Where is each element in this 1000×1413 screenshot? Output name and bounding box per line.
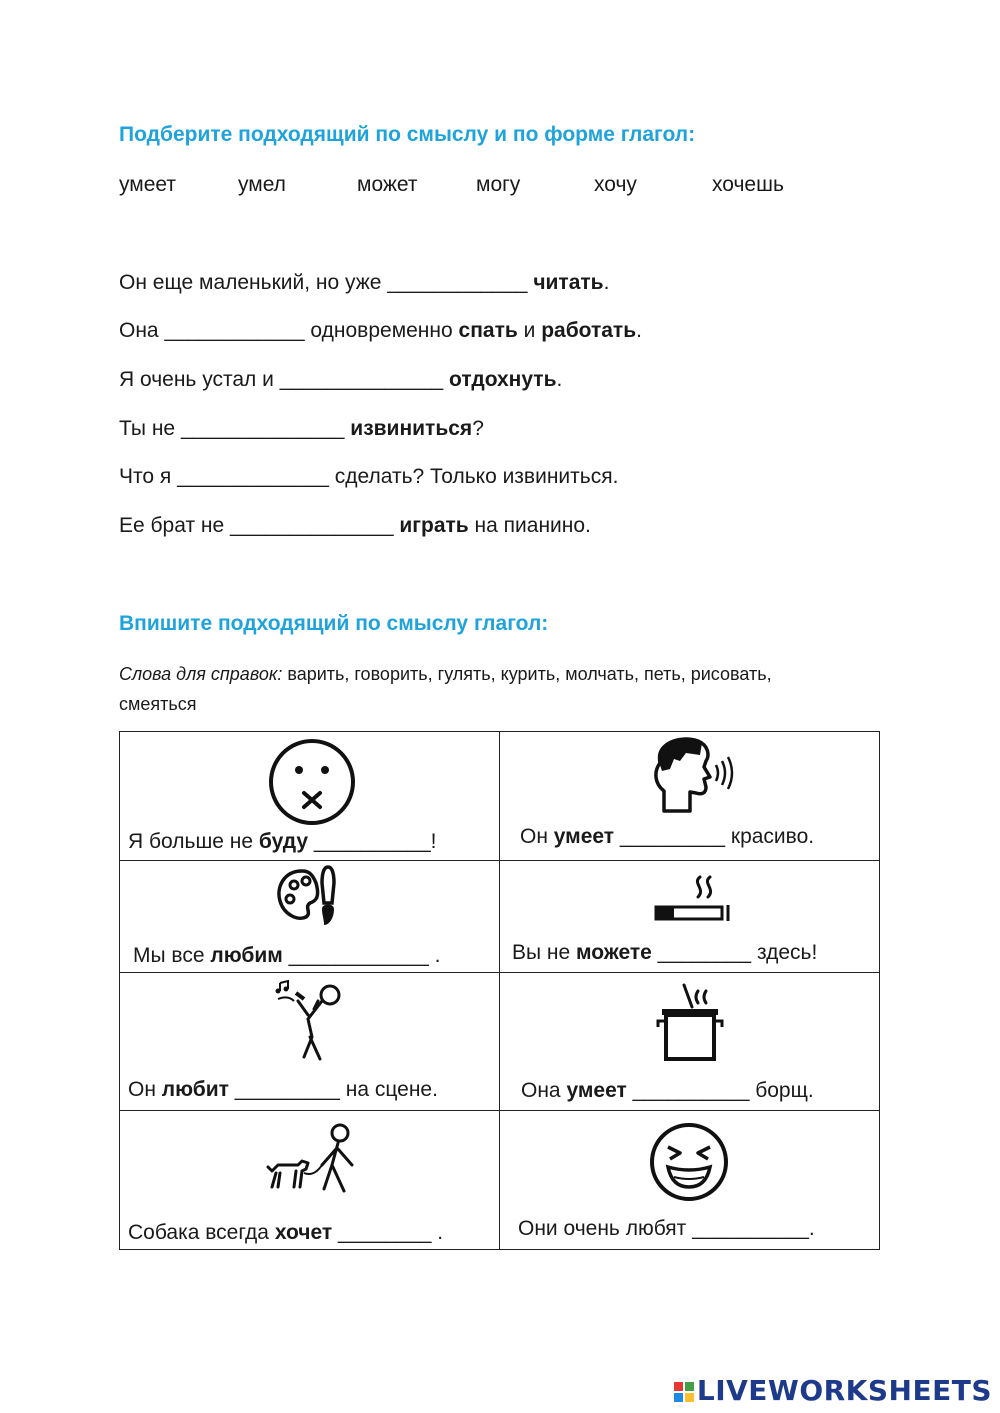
sentence-text: Что я _____________ сделать? Только извиниться.: [119, 465, 619, 488]
heading-section-1: Подберите подходящий по смыслу и по форме глагол:: [119, 123, 696, 146]
verb: можете: [576, 941, 652, 964]
dog-walking-icon: [264, 1121, 364, 1201]
heading-section-2: Впишите подходящий по смыслу глагол:: [119, 612, 549, 635]
sentence-end: ________ здесь!: [651, 941, 818, 964]
sentence-text: Я очень устал и ______________: [119, 368, 450, 391]
exercise-sentence: [521, 1079, 814, 1103]
brand-text: LIVEWORKSHEETS: [696, 1374, 992, 1407]
exercise-sentence: [512, 941, 817, 965]
sentence-end: .: [636, 319, 642, 342]
sentence-6: [119, 514, 591, 538]
verb: хочет: [274, 1221, 333, 1244]
exercise-cell: [120, 1111, 500, 1250]
exercise-cell: [500, 861, 880, 973]
sentence-end: ?: [472, 417, 484, 440]
sentence-end: на пианино.: [468, 514, 591, 537]
sentence-text: Я больше не: [128, 830, 259, 853]
singer-icon: [274, 975, 346, 1067]
paint-palette-icon: [272, 863, 344, 935]
exercise-cell: [120, 861, 500, 973]
sentence-end: .: [556, 368, 563, 391]
sentence-end: _________ красиво.: [614, 825, 815, 848]
sentence-text: Они очень любят __________.: [518, 1217, 815, 1240]
word-bank-item: могу: [476, 173, 521, 196]
sentence-end: _________ на сцене.: [228, 1078, 438, 1101]
liveworksheets-logo: [673, 1374, 992, 1407]
sentence-text: Он: [520, 825, 554, 848]
sentence-end: __________!: [308, 830, 437, 853]
speaking-head-icon: [646, 735, 736, 817]
exercise-cell: [500, 732, 880, 861]
sentence-end: .: [603, 271, 610, 294]
sentence-text: Он еще маленький, но уже ____________: [119, 271, 534, 294]
word-bank-item: умеет: [119, 173, 176, 196]
verb: умеет: [553, 825, 615, 848]
sentence-text: Мы все: [133, 944, 211, 967]
sentence-3: [119, 368, 562, 392]
cooking-pot-icon: [652, 983, 732, 1065]
word-bank-item: может: [357, 173, 418, 196]
verb: работать: [541, 319, 637, 342]
sentence-text: Ты не ______________: [119, 417, 351, 440]
sentence-end: __________ борщ.: [626, 1079, 814, 1102]
verb: буду: [258, 830, 309, 853]
verb: умеет: [566, 1079, 627, 1102]
sentence-end: ________ .: [332, 1221, 444, 1244]
verb: спать: [458, 319, 518, 342]
silent-face-icon: [266, 738, 358, 828]
hint-label: Слова для справок:: [119, 664, 283, 684]
exercise-sentence: [128, 1221, 443, 1245]
laughing-face-icon: [648, 1121, 730, 1203]
reference-words: [119, 659, 819, 719]
cigarette-icon: [652, 873, 734, 933]
sentence-text: Он: [128, 1078, 162, 1101]
exercise-sentence: [520, 825, 814, 849]
sentence-5: [119, 465, 618, 489]
sentence-text: Вы не: [512, 941, 577, 964]
word-bank-item: хочу: [594, 173, 637, 196]
sentence-1: [119, 271, 609, 295]
exercise-table: [119, 731, 880, 1250]
hint-words: варить, говорить, гулять, курить, молчать, петь, рисовать, смеяться: [119, 664, 772, 714]
exercise-cell: [500, 973, 880, 1111]
exercise-sentence: [128, 830, 437, 854]
exercise-cell: [120, 732, 500, 861]
exercise-sentence: [518, 1217, 815, 1241]
logo-cube-icon: [673, 1381, 695, 1403]
exercise-cell: [120, 973, 500, 1111]
exercise-sentence: [128, 1078, 438, 1102]
sentence-text: Собака всегда: [128, 1221, 275, 1244]
word-bank-item: умел: [238, 173, 286, 196]
verb: извиниться: [350, 417, 473, 440]
exercise-sentence: [133, 944, 440, 968]
sentence-conjunction: и: [517, 319, 542, 342]
exercise-cell: [500, 1111, 880, 1250]
verb: читать: [533, 271, 604, 294]
verb: любим: [210, 944, 283, 967]
verb: играть: [399, 514, 469, 537]
word-bank-item: хочешь: [712, 173, 784, 196]
sentence-2: [119, 319, 642, 343]
sentence-4: [119, 417, 484, 441]
verb: любит: [161, 1078, 229, 1101]
sentence-text: Она: [521, 1079, 567, 1102]
verb: отдохнуть: [449, 368, 557, 391]
sentence-end: ____________ .: [282, 944, 441, 967]
sentence-text: Она ____________ одновременно: [119, 319, 459, 342]
sentence-text: Ее брат не ______________: [119, 514, 400, 537]
